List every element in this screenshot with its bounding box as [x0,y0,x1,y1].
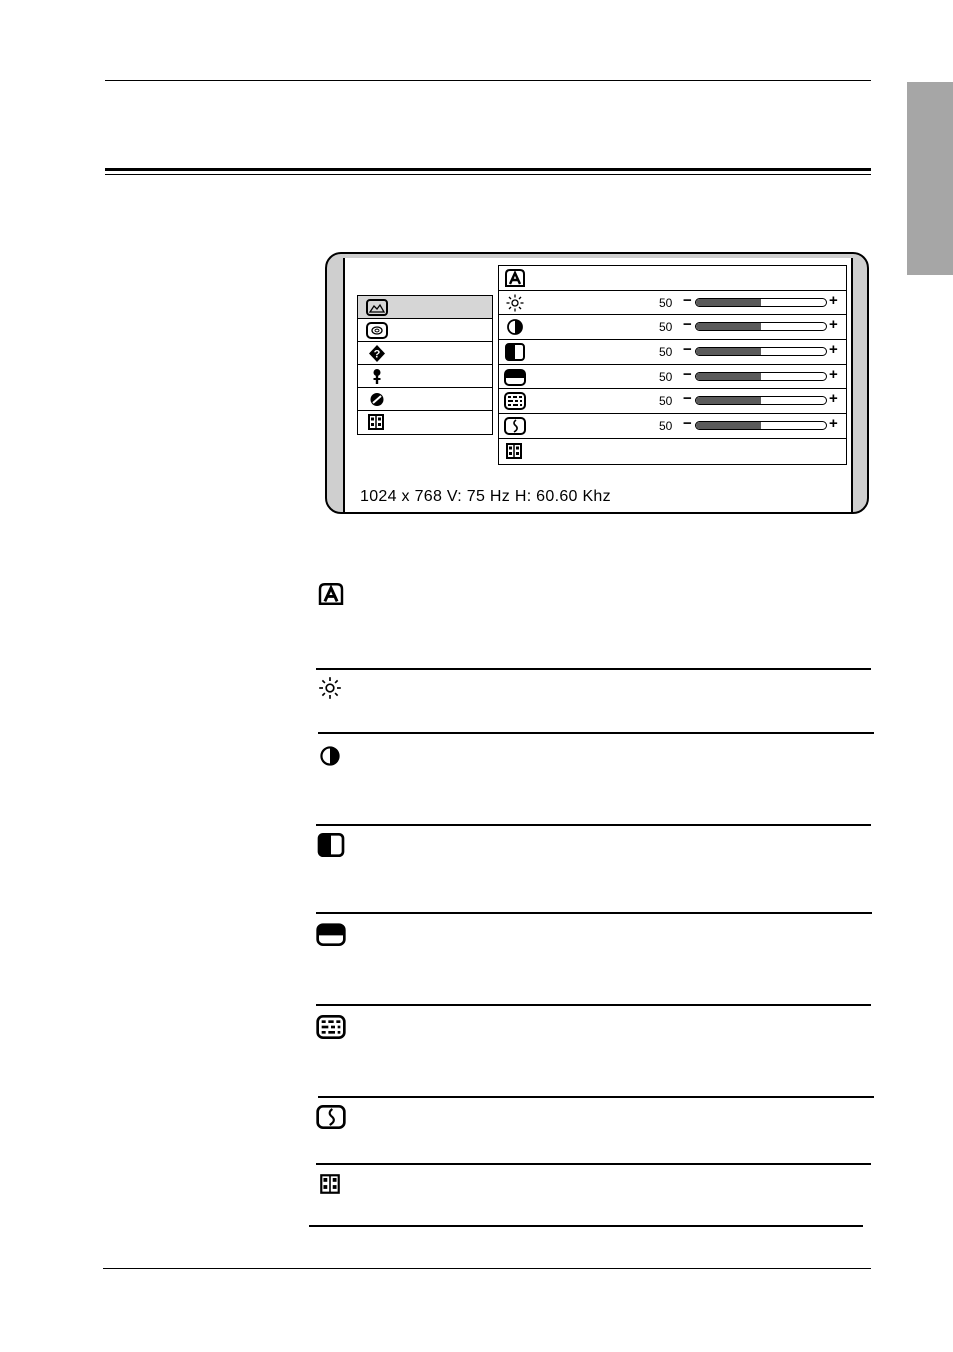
window-icon [318,1174,342,1194]
header-rule [105,80,871,81]
picture-icon [366,299,388,316]
desc-separator [318,1096,874,1098]
osd-row-auto-adjust[interactable] [499,266,846,291]
reset-icon [366,391,388,408]
brightness-increase[interactable]: + [829,291,838,309]
osd-row-v-position[interactable] [499,365,846,390]
osd-menu-item-picture[interactable] [358,296,492,319]
contrast-decrease[interactable]: − [683,316,692,334]
phase-icon [504,392,526,410]
auto-adjust-icon [316,583,346,605]
title-rule-thin [105,174,871,175]
h-position-value: 50 [659,345,673,360]
v-position-icon [504,368,526,386]
clock-slider[interactable] [695,421,827,430]
phase-slider[interactable] [695,396,827,405]
osd-menu-item-setup[interactable] [358,365,492,388]
setup-icon [366,368,388,385]
h-position-increase[interactable]: + [829,341,838,359]
osd-row-phase[interactable] [499,389,846,414]
osd-menu-item-help[interactable] [358,342,492,365]
phase-decrease[interactable]: − [683,390,692,408]
osd-row-contrast[interactable] [499,315,846,340]
clock-icon [316,1105,346,1129]
desc-separator [316,1004,871,1006]
v-position-decrease[interactable]: − [683,365,692,383]
osd-row-h-position[interactable] [499,340,846,365]
h-position-icon [316,833,346,857]
clock-decrease[interactable]: − [683,415,692,433]
v-position-increase[interactable]: + [829,365,838,383]
osd-inner-panel [343,258,853,514]
osd-row-brightness[interactable] [499,291,846,316]
window-icon [366,414,388,431]
title-rule-thick [105,168,871,171]
phase-value: 50 [659,394,673,409]
help-icon [366,345,388,362]
phase-icon [316,1015,346,1039]
desc-separator [316,824,871,826]
desc-separator [318,732,874,734]
contrast-increase[interactable]: + [829,316,838,334]
brightness-icon [316,676,344,700]
desc-separator [316,912,872,914]
desc-separator [316,668,871,670]
window-icon [504,442,526,460]
contrast-value: 50 [659,320,673,335]
brightness-decrease[interactable]: − [683,291,692,309]
clock-increase[interactable]: + [829,415,838,433]
svg-text:?: ? [373,348,381,361]
osd-resolution-status: 1024 x 768 V: 75 Hz H: 60.60 Khz [360,488,611,505]
phase-increase[interactable]: + [829,390,838,408]
brightness-value: 50 [659,295,673,310]
brightness-icon [504,294,526,312]
clock-icon [504,417,526,435]
h-position-decrease[interactable]: − [683,341,692,359]
contrast-icon [504,318,526,336]
color-icon [366,322,388,339]
osd-right-menu [498,265,847,465]
v-position-slider[interactable] [695,372,827,381]
osd-menu-screen [325,252,869,514]
footer-rule [103,1268,871,1269]
desc-separator [309,1225,863,1227]
h-position-icon [504,343,526,361]
osd-menu-item-color[interactable] [358,319,492,342]
auto-adjust-icon [504,269,526,287]
brightness-slider[interactable] [695,298,827,307]
section-side-tab [907,82,953,275]
contrast-slider[interactable] [695,322,827,331]
v-position-icon [316,922,346,946]
v-position-value: 50 [659,369,673,384]
h-position-slider[interactable] [695,347,827,356]
osd-row-window[interactable] [499,439,846,464]
desc-separator [316,1163,871,1165]
contrast-icon [316,745,344,767]
osd-menu-item-window[interactable] [358,411,492,434]
osd-row-clock[interactable] [499,414,846,439]
osd-menu-item-reset[interactable] [358,388,492,411]
clock-value: 50 [659,419,673,434]
osd-left-menu [357,295,493,435]
